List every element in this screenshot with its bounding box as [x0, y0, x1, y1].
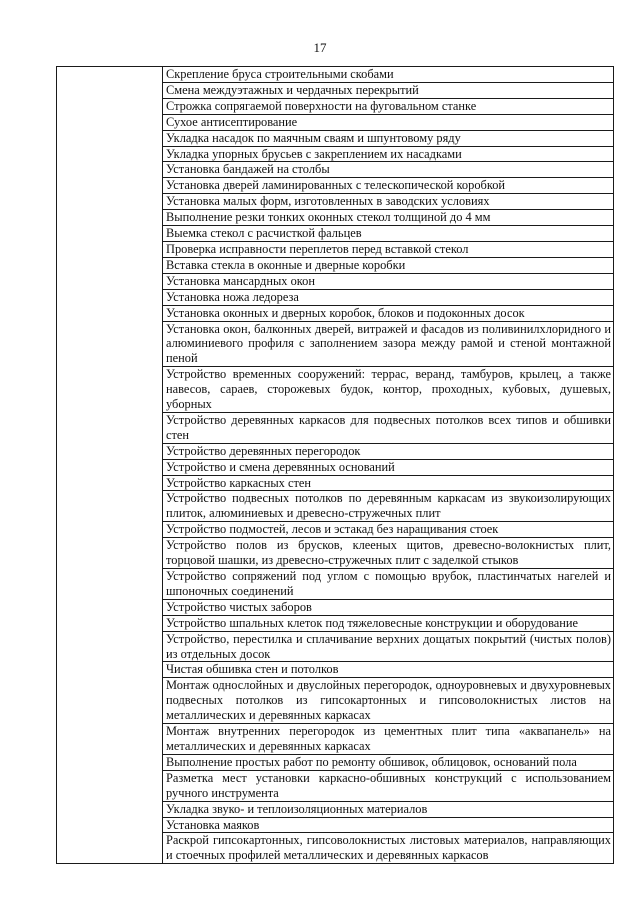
- table-cell: Раскрой гипсокартонных, гипсоволокнистых листовых материалов, направляющих и стоечных профилей металлических и деревянных каркасов: [163, 833, 614, 864]
- table-cell: Установка бандажей на столбы: [163, 162, 614, 178]
- table-cell: Вставка стекла в оконные и дверные коробки: [163, 257, 614, 273]
- table-cell: Выемка стекол с расчисткой фальцев: [163, 226, 614, 242]
- table-cell: Установка малых форм, изготовленных в заводских условиях: [163, 194, 614, 210]
- table-cell: Устройство подмостей, лесов и эстакад без наращивания стоек: [163, 522, 614, 538]
- table-cell: Чистая обшивка стен и потолков: [163, 662, 614, 678]
- table-cell: Устройство чистых заборов: [163, 599, 614, 615]
- table-cell: Выполнение резки тонких оконных стекол толщиной до 4 мм: [163, 210, 614, 226]
- table-cell: Монтаж внутренних перегородок из цементных плит типа «аквапанель» на металлических и деревянных каркасах: [163, 724, 614, 755]
- page-number: 17: [313, 40, 327, 55]
- table-cell: Установка оконных и дверных коробок, блоков и подоконных досок: [163, 305, 614, 321]
- table-cell: Устройство подвесных потолков по деревянным каркасам из звукоизолирующих плиток, алюминиевых и древесно-стружечных плит: [163, 491, 614, 522]
- left-column-cell: [57, 67, 163, 864]
- table-cell: Устройство деревянных каркасов для подвесных потолков всех типов и обшивки стен: [163, 412, 614, 443]
- table-cell: Установка дверей ламинированных с телескопической коробкой: [163, 178, 614, 194]
- table-cell: Монтаж однослойных и двуслойных перегородок, одноуровневых и двухуровневых подвесных потолков из гипсокартонных и гипсоволокнистых листов на металлических и деревянных каркасах: [163, 678, 614, 724]
- table-cell: Разметка мест установки каркасно-обшивных конструкций с использованием ручного инструмента: [163, 770, 614, 801]
- table-cell: Скрепление бруса строительными скобами: [163, 67, 614, 83]
- work-types-table: [56, 66, 614, 864]
- table-cell: Укладка звуко- и теплоизоляционных материалов: [163, 801, 614, 817]
- table-cell: Установка окон, балконных дверей, витражей и фасадов из поливинилхлоридного и алюминиевого профиля с заполнением зазора между рамой и стеной монтажной пеной: [163, 321, 614, 367]
- table-cell: Проверка исправности переплетов перед вставкой стекол: [163, 241, 614, 257]
- table-cell: Сухое антисептирование: [163, 114, 614, 130]
- table-cell: Устройство шпальных клеток под тяжеловесные конструкции и оборудование: [163, 615, 614, 631]
- table-cell: Устройство, перестилка и сплачивание верхних дощатых покрытий (чистых полов) из отдельных досок: [163, 631, 614, 662]
- table-cell: Устройство каркасных стен: [163, 475, 614, 491]
- table-row: [57, 67, 614, 83]
- table-cell: Устройство деревянных перегородок: [163, 443, 614, 459]
- table-cell: Устройство и смена деревянных оснований: [163, 459, 614, 475]
- table-cell: Смена междуэтажных и чердачных перекрытий: [163, 82, 614, 98]
- table-cell: Устройство сопряжений под углом с помощью врубок, пластинчатых нагелей и шпоночных соединений: [163, 569, 614, 600]
- table-cell: Установка ножа ледореза: [163, 289, 614, 305]
- table-cell: Установка маяков: [163, 817, 614, 833]
- table-cell: Укладка упорных брусьев с закреплением их насадками: [163, 146, 614, 162]
- table-cell: Установка мансардных окон: [163, 273, 614, 289]
- table-cell: Укладка насадок по маячным сваям и шпунтовому ряду: [163, 130, 614, 146]
- table-cell: Устройство полов из брусков, клееных щитов, древесно-волокнистых плит, торцовой шашки, из древесно-стружечных плит с заделкой стыков: [163, 538, 614, 569]
- table-cell: Выполнение простых работ по ремонту обшивок, облицовок, оснований пола: [163, 754, 614, 770]
- table-cell: Устройство временных сооружений: террас, веранд, тамбуров, крылец, а также навесов, сараев, сторожевых будок, контор, проходных, кубовых, душевых, уборных: [163, 367, 614, 413]
- table-cell: Строжка сопрягаемой поверхности на фуговальном станке: [163, 98, 614, 114]
